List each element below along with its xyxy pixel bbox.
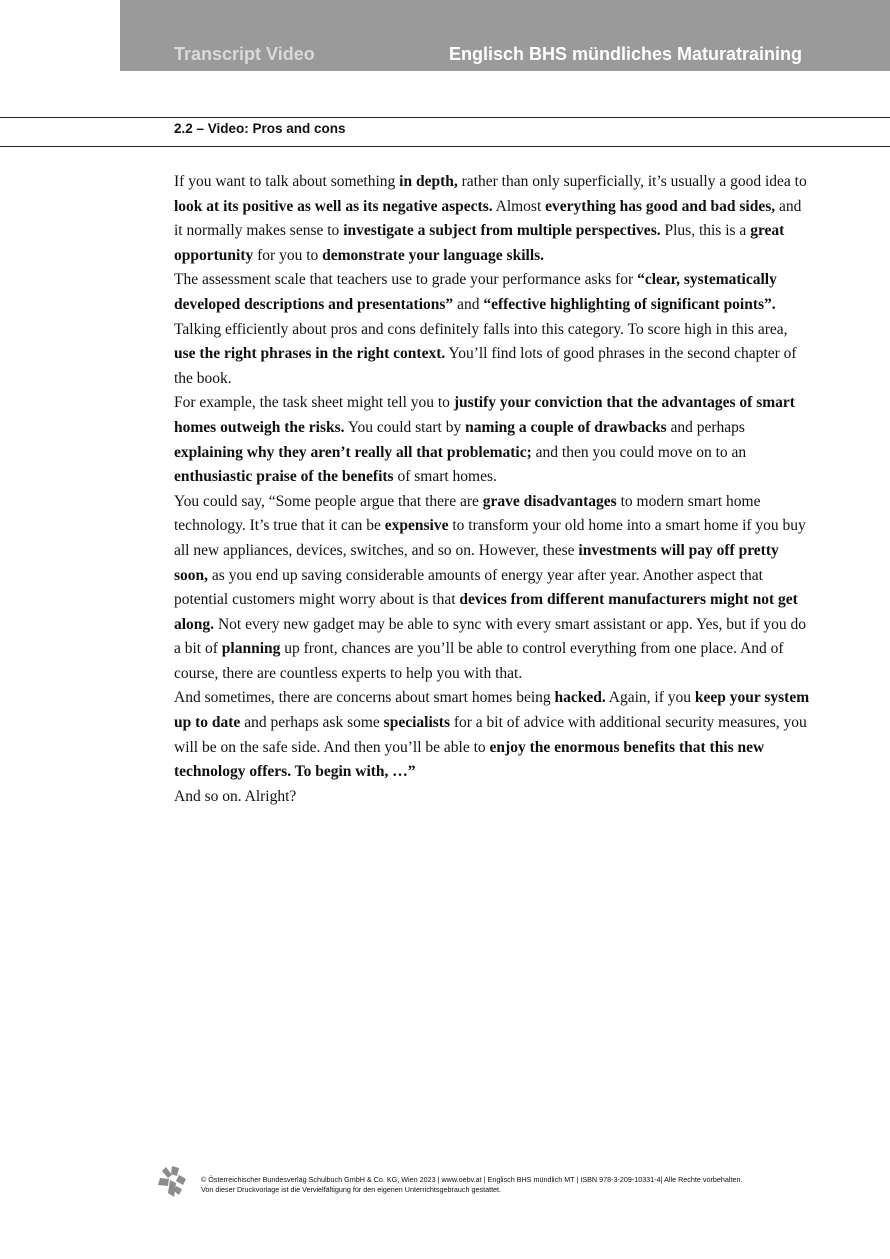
text-run: You could start by bbox=[344, 418, 466, 436]
text-run: for a bit of advice with additional security measures, you will be on the safe side. And then you’ll be able to bbox=[174, 714, 807, 756]
text-run: and perhaps bbox=[666, 418, 745, 436]
paragraph bbox=[174, 686, 810, 784]
bold-phrase: use the right phrases in the right context. bbox=[174, 345, 446, 363]
text-run: Not every new gadget may be able to sync with every smart assistant or app. Yes, but if you do a bit of bbox=[174, 615, 806, 658]
text-run: Plus, this is a bbox=[660, 222, 751, 240]
text-run: And so on. Alright? bbox=[174, 787, 297, 805]
section-rule-top bbox=[0, 117, 890, 118]
text-run: Again, if you bbox=[605, 689, 695, 707]
text-run: You could say, “Some people argue that there are bbox=[174, 492, 483, 510]
bold-phrase: great opportunity bbox=[174, 222, 785, 264]
paragraph bbox=[174, 785, 810, 810]
bold-phrase: devices from different manufacturers might not get along. bbox=[174, 591, 798, 633]
text-run: You’ll find lots of good phrases in the second chapter of the book. bbox=[174, 345, 797, 387]
text-run: and it normally makes sense to bbox=[174, 197, 802, 240]
text-run: as you end up saving considerable amounts of energy year after year. Another aspect that potential customers might worry about is that bbox=[174, 566, 763, 609]
text-run: If you want to talk about something bbox=[174, 173, 400, 190]
bold-phrase: planning bbox=[221, 640, 281, 658]
text-run: Talking efficiently about pros and cons definitely falls into this category. To score high in this area, bbox=[174, 320, 788, 338]
text-run: rather than only superficially, it’s usually a good idea to bbox=[457, 173, 807, 190]
footer-line-1: © Österreichischer Bundesverlag Schulbuch GmbH & Co. KG, Wien 2023 | www.oebv.at | Englisch BHS mündlich MT | ISBN 978-3-209-10331-4| Alle Rechte vorbehalten. bbox=[201, 1175, 743, 1184]
section-title: 2.2 – Video: Pros and cons bbox=[174, 121, 346, 136]
section-rule-bottom bbox=[0, 146, 890, 147]
text-run: For example, the task sheet might tell you to bbox=[174, 394, 454, 412]
text-run: and bbox=[453, 295, 484, 313]
bold-phrase: justify your conviction that the advantages of smart homes outweigh the risks. bbox=[174, 394, 795, 436]
oebv-logo-icon bbox=[157, 1166, 187, 1198]
text-run: Almost bbox=[492, 197, 546, 215]
text-run: and then you could move on to an bbox=[531, 443, 747, 461]
paragraph bbox=[174, 268, 810, 391]
text-run: up front, chances are you’ll be able to control everything from one place. And of course, there are countless experts to help you with that. bbox=[174, 640, 784, 682]
text-run: for you to bbox=[253, 246, 323, 264]
paragraph bbox=[174, 170, 810, 268]
text-run: and perhaps ask some bbox=[240, 714, 384, 732]
bold-phrase: look at its positive as well as its negative aspects. bbox=[174, 197, 493, 215]
bold-phrase: hacked. bbox=[554, 689, 606, 707]
bold-phrase: grave disadvantages bbox=[482, 492, 617, 510]
text-run: to modern smart home technology. It’s true that it can be bbox=[174, 492, 761, 535]
bold-phrase: naming a couple of drawbacks bbox=[465, 418, 667, 436]
footer-copyright bbox=[201, 1175, 841, 1195]
transcript-body bbox=[174, 170, 810, 809]
paragraph bbox=[174, 490, 810, 687]
header-label: Transcript Video bbox=[174, 44, 315, 64]
bold-phrase: enthusiastic praise of the benefits bbox=[174, 468, 394, 486]
bold-phrase: expensive bbox=[384, 517, 449, 535]
bold-phrase: enjoy the enormous benefits that this new technology offers. To begin with, …” bbox=[174, 738, 765, 781]
bold-phrase: keep your system up to date bbox=[174, 689, 810, 732]
bold-phrase: in depth, bbox=[399, 173, 458, 190]
bold-phrase: investigate a subject from multiple perspectives. bbox=[343, 222, 661, 240]
header-title: Englisch BHS mündliches Maturatraining bbox=[449, 44, 803, 64]
bold-phrase: investments will pay off pretty soon, bbox=[174, 541, 779, 584]
bold-phrase: “effective highlighting of significant points”. bbox=[483, 295, 776, 313]
paragraph bbox=[174, 391, 810, 489]
text-run: The assessment scale that teachers use to grade your performance asks for bbox=[174, 271, 638, 289]
bold-phrase: “clear, systematically developed descriptions and presentations” bbox=[174, 271, 777, 313]
text-run: And sometimes, there are concerns about smart homes being bbox=[174, 689, 555, 707]
text-run: of smart homes. bbox=[393, 468, 497, 486]
bold-phrase: everything has good and bad sides, bbox=[545, 197, 776, 215]
bold-phrase: specialists bbox=[383, 714, 450, 732]
bold-phrase: demonstrate your language skills. bbox=[322, 246, 545, 264]
bold-phrase: explaining why they aren’t really all that problematic; bbox=[174, 443, 532, 461]
text-run: to transform your old home into a smart home if you buy all new appliances, devices, switches, and so on. However, these bbox=[174, 517, 806, 559]
footer-line-2: Von dieser Druckvorlage ist die Vervielfältigung für den eigenen Unterrichtsgebrauch gestattet. bbox=[201, 1185, 502, 1194]
